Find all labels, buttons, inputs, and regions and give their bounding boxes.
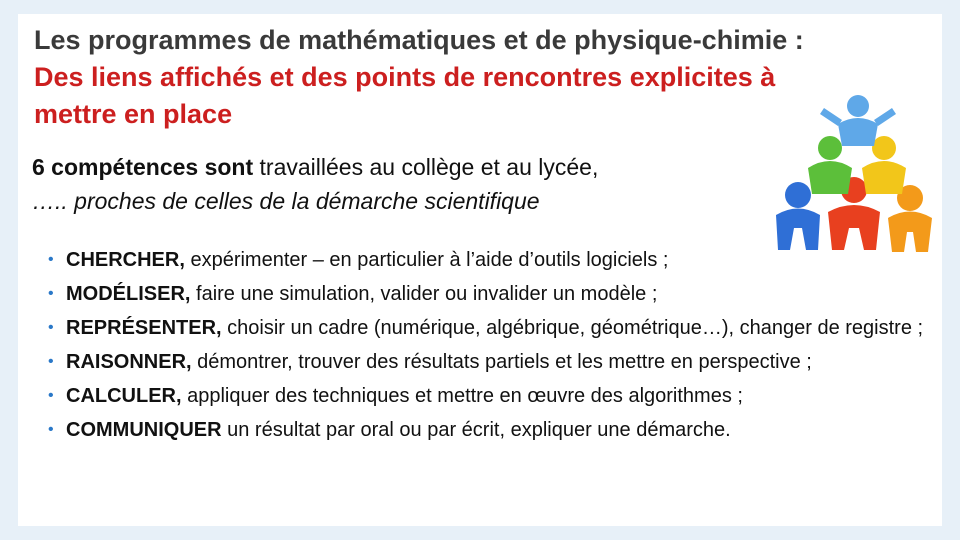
intro-line-1 [32,150,752,184]
competence-text: démontrer, trouver des résultats partiels et les mettre en perspective ; [191,351,812,373]
list-item [46,348,936,376]
list-item [46,246,936,274]
competence-text: expérimenter – en particulier à l’aide d’outils logiciels ; [184,249,669,271]
competence-text: appliquer des techniques et mettre en œuvre des algorithmes ; [181,385,743,407]
competence-text: un résultat par oral ou par écrit, expliquer une démarche. [221,419,731,441]
bullet-icon: • [48,285,54,302]
list-item [46,416,936,444]
competences-list [46,246,936,450]
bullet-icon: • [48,387,54,404]
competence-keyword: CALCULER, [66,385,182,407]
competence-text: faire une simulation, valider ou invalider un modèle ; [190,283,658,305]
figure-orange [888,185,932,252]
intro-rest: travaillées au collège et au lycée, [253,154,599,180]
title-part-2: Des liens affichés et des points de rencontres explicites à mettre en place [34,62,776,129]
figures-pyramid-icon [758,90,948,260]
intro-bold: 6 compétences sont [32,154,254,180]
competence-keyword: CHERCHER, [66,249,185,271]
list-item [46,314,936,342]
competence-keyword: RAISONNER, [66,351,192,373]
title-part-1: Les programmes de mathématiques et de physique-chimie : [34,25,804,55]
competence-keyword: REPRÉSENTER, [66,317,222,339]
competence-keyword: MODÉLISER, [66,283,191,305]
intro-text [32,150,752,218]
bullet-icon: • [48,353,54,370]
bullet-icon: • [48,421,54,438]
competence-keyword: COMMUNIQUER [66,419,222,441]
bullet-icon: • [48,251,54,268]
slide-title [34,22,854,133]
competence-text: choisir un cadre (numérique, algébrique, géométrique…), changer de registre ; [221,317,924,339]
list-item [46,280,936,308]
slide [18,14,942,526]
intro-italic: ….. proches de celles de la démarche scientifique [32,188,540,214]
bullet-icon: • [48,319,54,336]
intro-line-2 [32,184,752,218]
list-item [46,382,936,410]
